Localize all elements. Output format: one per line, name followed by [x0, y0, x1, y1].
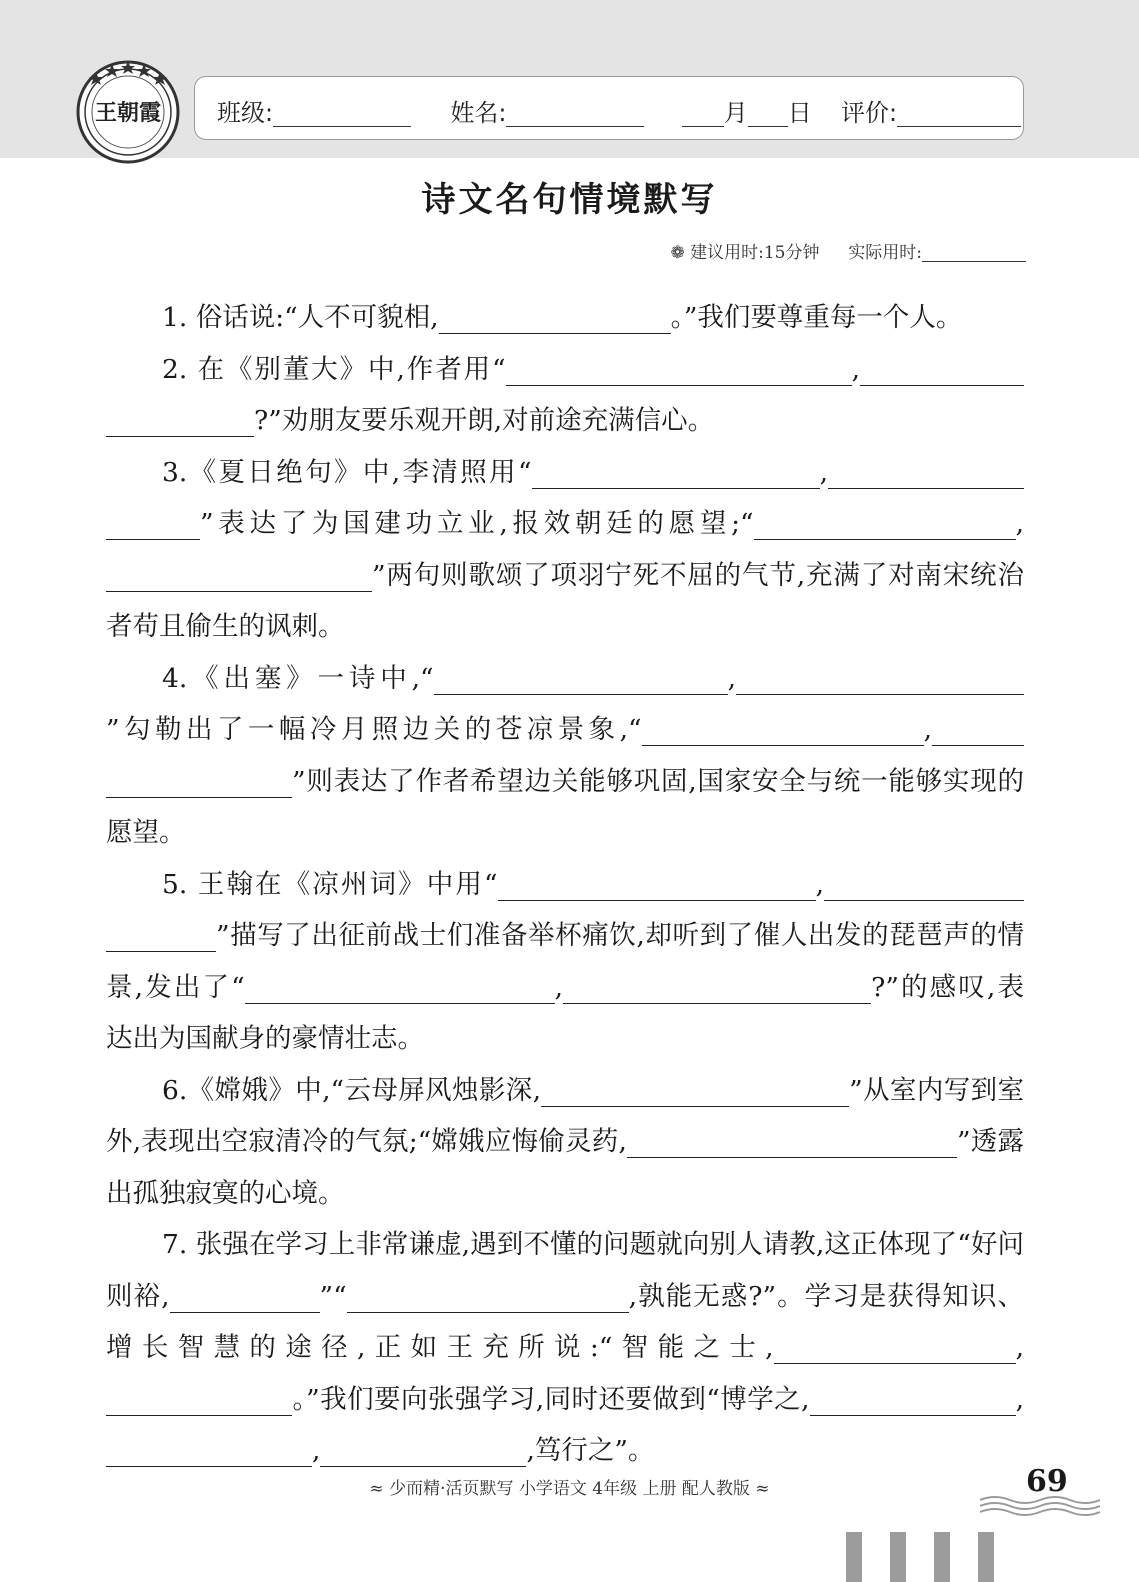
question-1: 1. 俗话说:“人不可貌相, 。”我们要尊重每一个人。	[162, 302, 963, 333]
logo-text: 王朝霞	[94, 100, 162, 126]
question-5: 5. 王翰在《凉州词》中用“ ,”描写了出征前战士们准备举杯痛饮,却听到了催人出发的琵琶声的情景,发出了“ , ?”的感叹,表达出为国献身的豪情壮志。	[106, 868, 1024, 1054]
month-label: 月	[723, 99, 748, 127]
answer-blank[interactable]	[106, 561, 372, 592]
answer-blank[interactable]	[106, 406, 254, 437]
day-label: 日	[787, 99, 812, 127]
answer-blank[interactable]	[774, 1333, 912, 1364]
answer-blank[interactable]	[106, 921, 216, 952]
actual-time-field[interactable]	[922, 243, 1026, 262]
answer-blank[interactable]	[824, 870, 1024, 901]
question-3: 3.《夏日绝句》中,李清照用“ ,”表达了为国建功立业,报效朝廷的愿望;“ ,”两句则歌颂了项羽宁死不屈的气节,充满了对南宋统治者苟且偷生的讽刺。	[106, 456, 1024, 642]
question-2: 2. 在《别董大》中,作者用“ ,?”劝朋友要乐观开朗,对前途充满信心。	[106, 344, 1024, 447]
timer-icon: ❁	[670, 243, 685, 263]
answer-blank[interactable]	[828, 458, 1024, 489]
answer-blank[interactable]	[106, 509, 200, 540]
answer-blank[interactable]	[563, 973, 871, 1004]
name-field[interactable]	[506, 104, 644, 127]
answer-blank[interactable]	[879, 1127, 957, 1158]
answer-blank[interactable]	[320, 1436, 526, 1467]
footer-series: ≈ 少而精·活页默写 小学语文 4年级 上册 配人教版 ≈	[369, 1479, 770, 1499]
answer-blank[interactable]	[860, 355, 1024, 386]
questions	[106, 292, 1024, 1477]
question-4: 4.《出塞》一诗中,“ ,”勾勒出了一幅冷月照边关的苍凉景象,“ ,”则表达了作者希望边关能够巩固,国家安全与统一能够实现的愿望。	[106, 662, 1024, 848]
wangzhaoxia-logo	[74, 58, 182, 166]
answer-blank[interactable]	[170, 1282, 320, 1313]
class-label: 班级:	[217, 99, 274, 127]
page-edge-bars-icon	[846, 1532, 996, 1582]
suggested-time: 建议用时:15分钟	[690, 243, 820, 263]
time-bar	[670, 238, 1026, 263]
name-label: 姓名:	[450, 99, 507, 127]
student-info-box	[194, 76, 1024, 140]
evaluation-label: 评价:	[841, 99, 898, 127]
answer-blank[interactable]	[810, 1385, 1016, 1416]
answer-blank[interactable]	[506, 355, 852, 386]
answer-blank[interactable]	[347, 1282, 629, 1313]
answer-blank[interactable]	[642, 715, 924, 746]
page-title: 诗文名句情境默写	[421, 180, 718, 220]
answer-blank[interactable]	[736, 664, 1024, 695]
answer-blank[interactable]	[439, 303, 671, 334]
answer-blank[interactable]	[106, 1385, 292, 1416]
wave-decoration-icon	[980, 1494, 1100, 1518]
answer-blank[interactable]	[912, 1333, 1016, 1364]
class-field[interactable]	[273, 104, 411, 127]
question-6: 6.《嫦娥》中,“云母屏风烛影深, ”从室内写到室外,表现出空寂清冷的气氛;“嫦娥应悔偷灵药, ”透露出孤独寂寞的心境。	[106, 1074, 1024, 1209]
evaluation-field[interactable]	[897, 104, 1021, 127]
answer-blank[interactable]	[498, 870, 816, 901]
info-row	[217, 93, 1021, 128]
actual-time-label: 实际用时:	[848, 243, 922, 263]
answer-blank[interactable]	[434, 664, 728, 695]
answer-blank[interactable]	[106, 1436, 312, 1467]
day-field[interactable]	[748, 104, 788, 127]
answer-blank[interactable]	[932, 715, 1024, 746]
answer-blank[interactable]	[532, 458, 820, 489]
answer-blank[interactable]	[106, 767, 292, 798]
page-number: 69	[1026, 1464, 1068, 1499]
answer-blank[interactable]	[245, 973, 555, 1004]
month-field[interactable]	[682, 104, 724, 127]
answer-blank[interactable]	[541, 1076, 849, 1107]
answer-blank[interactable]	[754, 509, 1016, 540]
question-7: 7. 张强在学习上非常谦虚,遇到不懂的问题就向别人请教,这正体现了“好问则裕, ”“ ,孰能无惑?”。学习是获得知识、增长智慧的途径,正如王充所说:“智能之士, ,。”我们要向张强学习,同时还要做到“博学之, ,, ,笃行之”。	[106, 1229, 1024, 1466]
answer-blank[interactable]	[627, 1127, 879, 1158]
